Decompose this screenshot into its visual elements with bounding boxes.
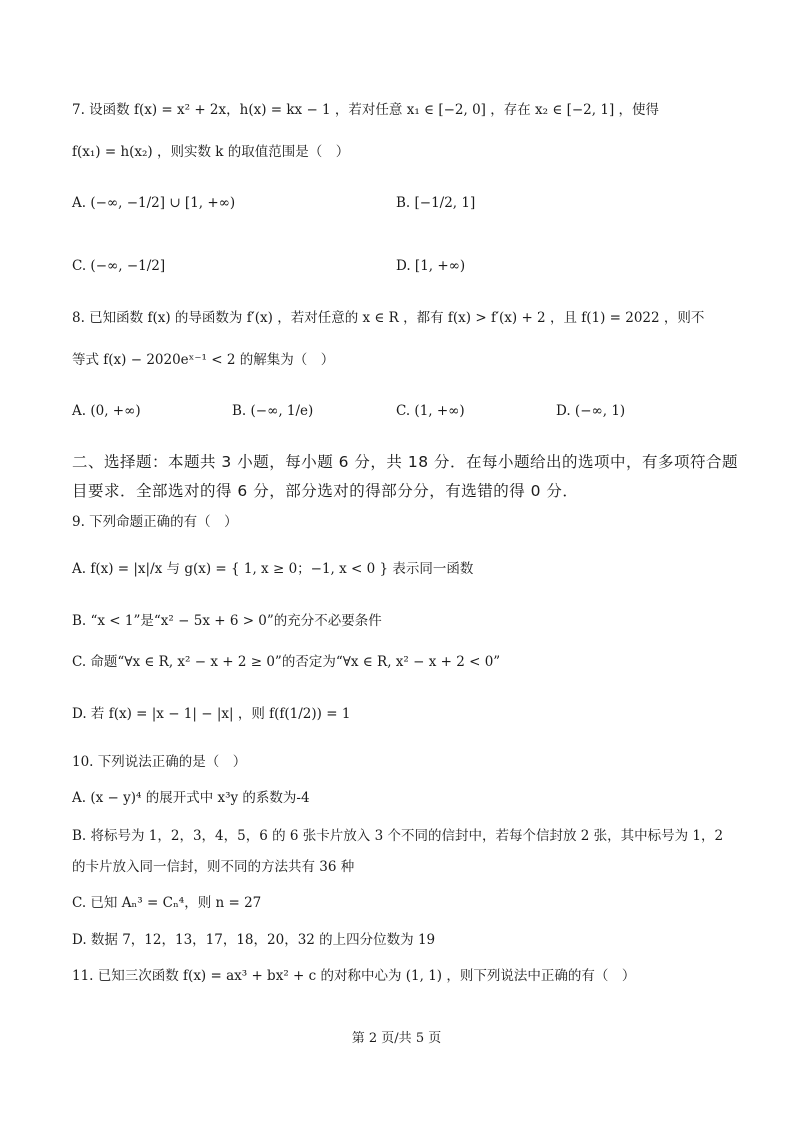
- q8-stem-line2: 等式 f(x) − 2020eˣ⁻¹ < 2 的解集为（ ）: [72, 352, 335, 368]
- page-number-footer: 第 2 页/共 5 页: [351, 1031, 442, 1046]
- q10-option-b-line1: B. 将标号为 1，2，3，4，5，6 的 6 张卡片放入 3 个不同的信封中，若每个信封放 2 张，其中标号为 1，2: [72, 828, 724, 844]
- q8-stem-line1: 8. 已知函数 f(x) 的导函数为 f′(x) ，若对任意的 x ∈ R ，都有 f(x) > f′(x) + 2 ，且 f(1) = 2022 ，则不: [72, 310, 705, 326]
- q8-option-b: B. (−∞, 1/e): [232, 403, 314, 419]
- q10-stem: 10. 下列说法正确的是（ ）: [72, 754, 247, 770]
- q10-option-d: D. 数据 7，12，13，17，18，20，32 的上四分位数为 19: [72, 932, 436, 948]
- q8-option-d: D. (−∞, 1): [556, 403, 626, 419]
- q9-option-b: B. “x < 1”是“x² − 5x + 6 > 0”的充分不必要条件: [72, 613, 382, 629]
- q9-option-c: C. 命题“∀x ∈ R, x² − x + 2 ≥ 0”的否定为“∀x ∈ R, x² − x + 2 < 0”: [72, 654, 501, 670]
- q10-option-a: A. (x − y)⁴ 的展开式中 x³y 的系数为-4: [72, 790, 310, 806]
- q8-option-a: A. (0, +∞): [72, 403, 141, 419]
- section-2-instructions-line1: 二、选择题：本题共 3 小题，每小题 6 分，共 18 分．在每小题给出的选项中，有多项符合题: [72, 453, 739, 471]
- q11-stem: 11. 已知三次函数 f(x) = ax³ + bx² + c 的对称中心为 (1, 1) ，则下列说法中正确的有（ ）: [72, 968, 636, 984]
- q7-stem-line1: 7. 设函数 f(x) = x² + 2x，h(x) = kx − 1 ，若对任意 x₁ ∈ [−2, 0] ，存在 x₂ ∈ [−2, 1] ，使得: [72, 102, 660, 118]
- q7-option-c: C. (−∞, −1/2]: [72, 258, 166, 274]
- section-2-instructions-line2: 目要求．全部选对的得 6 分，部分选对的得部分分，有选错的得 0 分．: [72, 482, 579, 500]
- q9-option-a: A. f(x) = |x|/x 与 g(x) = { 1, x ≥ 0；−1, x < 0 } 表示同一函数: [72, 561, 474, 577]
- q10-option-b-line2: 的卡片放入同一信封，则不同的方法共有 36 种: [72, 859, 355, 875]
- q7-stem-line2: f(x₁) = h(x₂) ，则实数 k 的取值范围是（ ）: [72, 144, 350, 160]
- q7-option-d: D. [1, +∞): [396, 258, 466, 274]
- q8-option-c: C. (1, +∞): [396, 403, 465, 419]
- q9-option-d: D. 若 f(x) = |x − 1| − |x| ，则 f(f(1/2)) = 1: [72, 706, 351, 722]
- q10-option-c: C. 已知 Aₙ³ = Cₙ⁴，则 n = 27: [72, 895, 262, 911]
- q7-option-a: A. (−∞, −1/2] ∪ [1, +∞): [72, 195, 236, 211]
- q7-option-b: B. [−1/2, 1]: [396, 195, 476, 211]
- q9-stem: 9. 下列命题正确的有（ ）: [72, 514, 238, 530]
